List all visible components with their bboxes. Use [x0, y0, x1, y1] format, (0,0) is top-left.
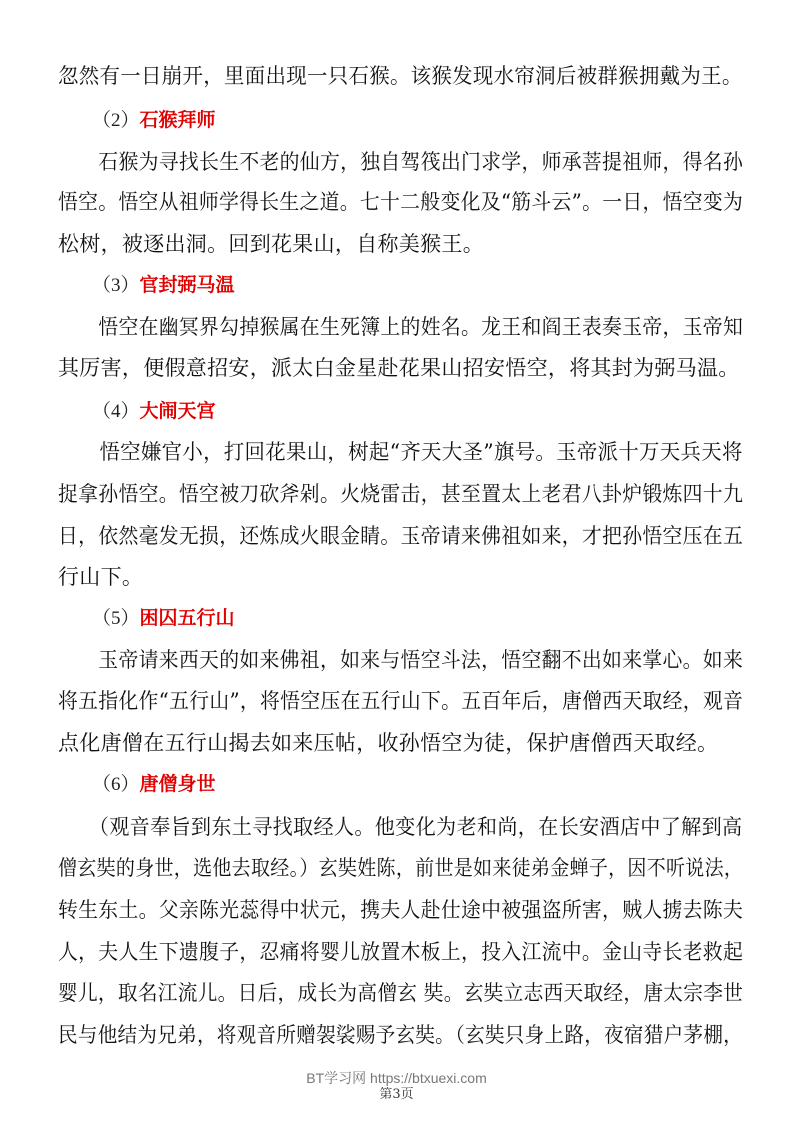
- watermark-text: BT学习网 https://btxuexi.com: [306, 1070, 487, 1086]
- section-number: （3）: [92, 275, 140, 296]
- paragraph-line: 松树，被逐出洞。回到花果山，自称美猴王。: [58, 232, 484, 256]
- paragraph-line: 捉拿孙悟空。悟空被刀砍斧剁。火烧雷击，甚至置太上老君八卦炉锻炼四十九: [58, 482, 744, 506]
- paragraph-line: 玉帝请来西天的如来佛祖，如来与悟空斗法，悟空翻不出如来掌心。如来: [58, 648, 744, 672]
- section-number: （2）: [92, 110, 140, 131]
- section-title: 大闹天宫: [139, 400, 216, 422]
- section-heading: [92, 271, 235, 300]
- page-number: 第3页: [379, 1087, 414, 1102]
- paragraph-line: 将五指化作“五行山”，将悟空压在五行山下。五百年后，唐僧西天取经，观音: [58, 689, 744, 713]
- paragraph-line: 行山下。: [58, 565, 144, 589]
- paragraph-line: （观音奉旨到东土寻找取经人。他变化为老和尚，在长安酒店中了解到高: [58, 815, 743, 839]
- paragraph-line: 忽然有一日崩开，里面出现一只石猴。该猴发现水帘洞后被群猴拥戴为王。: [58, 64, 743, 88]
- paragraph-line: 悟空嫌官小，打回花果山，树起“齐天大圣”旗号。玉帝派十万天兵天将: [58, 440, 743, 464]
- section-number: （4）: [92, 401, 140, 422]
- section-heading: [92, 770, 216, 799]
- section-heading: [92, 604, 235, 633]
- section-title: 石猴拜师: [139, 109, 216, 131]
- section-heading: [92, 106, 216, 135]
- paragraph-line: 婴儿，取名江流儿。日后，成长为高僧玄 奘。玄奘立志西天取经，唐太宗李世: [58, 981, 744, 1005]
- paragraph-line: 民与他结为兄弟，将观音所赠袈裟赐予玄奘。（玄奘只身上路，夜宿猎户茅棚，: [58, 1023, 744, 1047]
- paragraph-line: 僧玄奘的身世，选他去取经。）玄奘姓陈，前世是如来徒弟金蝉子，因不听说法，: [58, 856, 744, 880]
- section-title: 困囚五行山: [139, 607, 235, 629]
- paragraph-line: 石猴为寻找长生不老的仙方，独自驾筏出门求学，师承菩提祖师，得名孙: [58, 150, 744, 174]
- section-heading: [92, 397, 216, 426]
- paragraph-line: 悟空在幽冥界勾掉猴属在生死簿上的姓名。龙王和阎王表奏玉帝，玉帝知: [58, 315, 744, 339]
- section-title: 官封弼马温: [139, 274, 235, 296]
- paragraph-line: 转生东土。父亲陈光蕊得中状元，携夫人赴仕途中被强盗所害，贼人掳去陈夫: [58, 898, 744, 922]
- section-number: （6）: [92, 774, 140, 795]
- section-title: 唐僧身世: [139, 773, 216, 795]
- section-number: （5）: [92, 608, 140, 629]
- paragraph-line: 点化唐僧在五行山揭去如来压帖，收孙悟空为徒，保护唐僧西天取经。: [58, 731, 719, 755]
- paragraph-line: 其厉害，便假意招安，派太白金星赴花果山招安悟空，将其封为弼马温。: [58, 356, 740, 380]
- paragraph-line: 悟空。悟空从祖师学得长生之道。七十二般变化及“筋斗云”。一日，悟空变为: [58, 190, 744, 214]
- paragraph-line: 日，依然毫发无损，还炼成火眼金睛。玉帝请来佛祖如来，才把孙悟空压在五: [58, 524, 744, 548]
- paragraph-line: 人，夫人生下遗腹子，忍痛将婴儿放置木板上，投入江流中。金山寺长老救起: [58, 940, 744, 964]
